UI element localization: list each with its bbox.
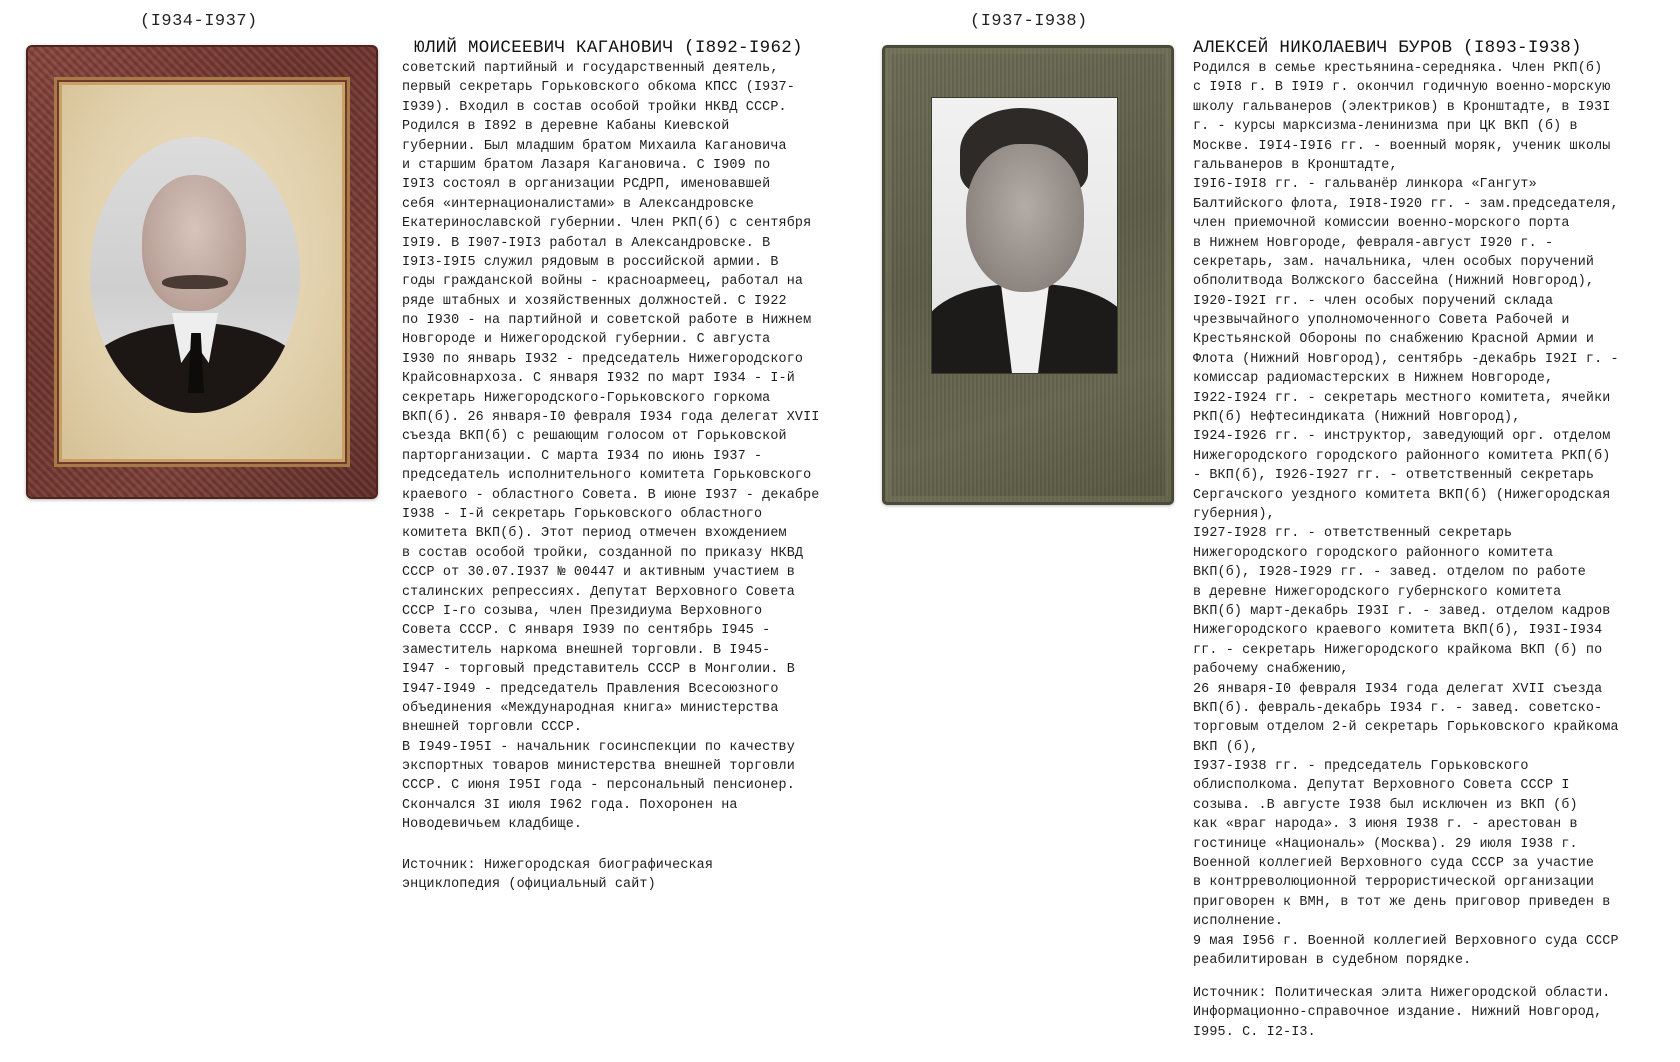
text-line: краевого - областного Совета. В июне I937 - декабре (402, 487, 820, 503)
text-line: энциклопедия (официальный сайт) (402, 877, 656, 893)
text-line: ряде штабных и хозяйственных должностей. С I922 (402, 293, 787, 309)
portrait-mustache (162, 275, 228, 289)
text-line: гг. - секретарь Нижегородского крайкома ВКП (б) по (1193, 642, 1603, 658)
text-line: 9 мая I956 г. Военной коллегией Верховного суда СССР (1193, 933, 1619, 949)
left-person-name: ЮЛИЙ МОИСЕЕВИЧ КАГАНОВИЧ (I892-I962) (414, 38, 803, 58)
right-person-name: АЛЕКСЕЙ НИКОЛАЕВИЧ БУРОВ (I893-I938) (1193, 38, 1582, 58)
text-line: созыва. .В августе I938 был исключен из ВКП (б) (1193, 797, 1578, 813)
right-portrait-frame (882, 45, 1174, 505)
text-line: Новгороде и Нижегородской губернии. С августа (402, 332, 771, 348)
text-line: гальванеров в Кронштадте, (1193, 157, 1398, 173)
text-line: ВКП (б), (1193, 739, 1259, 755)
text-line: комиссар радиомастерских в Нижнем Новгороде, (1193, 371, 1554, 387)
text-line: обполитвода Волжского бассейна (Нижний Новгород), (1193, 274, 1595, 290)
text-line: годы гражданской войны - красноармеец, работал на (402, 274, 804, 290)
text-line: торговым отделом 2-й секретарь Горьковского крайкома (1193, 720, 1619, 736)
text-line: в Нижнем Новгороде, февраля-август I920 г. - (1193, 235, 1554, 251)
left-source-citation (402, 856, 713, 895)
text-line: по I930 - на партийной и советской работе в Нижнем (402, 313, 812, 329)
text-line: СССР от 30.07.I937 № 00447 и активным участием в (402, 565, 795, 581)
text-line: губерния), (1193, 506, 1275, 522)
text-line: I939). Входил в состав особой тройки НКВД СССР. (402, 99, 787, 115)
text-line: Новодевичьем кладбище. (402, 817, 583, 833)
text-line: губернии. Был младшим братом Михаила Кагановича (402, 138, 787, 154)
text-line: ВКП(б). февраль-декабрь I934 г. - завед. советско- (1193, 700, 1603, 716)
text-line: и старшим братом Лазаря Кагановича. С I909 по (402, 157, 771, 173)
text-line: гостинице «Националь» (Москва). 29 июля I938 г. (1193, 836, 1578, 852)
text-line: I938 - I-й секретарь Горьковского областного (402, 506, 763, 522)
text-line: Скончался 3I июля I962 года. Похоронен на (402, 797, 738, 813)
text-line: Екатеринославской губернии. Член РКП(б) с сентября (402, 216, 812, 232)
text-line: исполнение. (1193, 914, 1284, 930)
text-line: заместитель наркома внешней торговли. В I945- (402, 642, 771, 658)
right-source-citation (1193, 984, 1610, 1042)
text-line: Флота (Нижний Новгород), сентябрь -декабрь I92I г. - (1193, 351, 1619, 367)
text-line: Информационно-справочное издание. Нижний Новгород, (1193, 1005, 1603, 1021)
text-line: съезда ВКП(б) с решающим голосом от Горьковской (402, 429, 787, 445)
text-line: ВКП(б) март-декабрь I93I г. - завед. отделом кадров (1193, 603, 1611, 619)
text-line: В I949-I95I - начальник госинспекции по качеству (402, 739, 795, 755)
text-line: объединения «Международная книга» министерства (402, 700, 779, 716)
text-line: внешней торговли СССР. (402, 720, 583, 736)
text-line: СССР I-го созыва, член Президиума Верховного (402, 603, 763, 619)
left-portrait-frame (26, 45, 378, 499)
text-line: I930 по январь I932 - председатель Нижегородского (402, 351, 804, 367)
text-line: I9I3 состоял в организации РСДРП, именовавшей (402, 177, 771, 193)
text-line: Москве. I9I4-I9I6 гг. - военный моряк, ученик школы (1193, 138, 1611, 154)
text-line: I995. С. I2-I3. (1193, 1024, 1316, 1040)
text-line: сталинских репрессиях. Депутат Верховного Совета (402, 584, 795, 600)
text-line: г. - курсы марксизма-ленинизма при ЦК ВКП (б) в (1193, 119, 1578, 135)
text-line: I947 - торговый представитель СССР в Монголии. В (402, 662, 795, 678)
text-line: в контрреволюционной террористической организации (1193, 875, 1595, 891)
text-line: экспортных товаров министерства внешней торговли (402, 759, 795, 775)
text-line: СССР. С июня I95I года - персональный пенсионер. (402, 778, 795, 794)
text-line: член приемочной комиссии военно-морского порта (1193, 216, 1570, 232)
left-biography (402, 59, 819, 835)
text-line: советский партийный и государственный деятель, (402, 61, 779, 76)
portrait-face (966, 144, 1084, 292)
text-line: секретарь Нижегородского-Горьковского горкома (402, 390, 771, 406)
text-line: 26 января-I0 февраля I934 года делегат XVII съезда (1193, 681, 1603, 697)
text-line: Источник: Политическая элита Нижегородской области. (1193, 986, 1611, 1001)
text-line: Нижегородского городского районного комитета РКП(б) (1193, 448, 1611, 464)
text-line: Крестьянской Обороны по снабжению Красной Армии и (1193, 332, 1595, 348)
text-line: чрезвычайного уполномоченного Совета Рабочей и (1193, 313, 1570, 329)
text-line: - ВКП(б), I926-I927 гг. - ответственный секретарь (1193, 468, 1595, 484)
text-line: I9I3-I9I5 служил рядовым в российской армии. В (402, 254, 779, 270)
text-line: РКП(б) Нефтесиндиката (Нижний Новгород), (1193, 410, 1521, 426)
text-line: Военной коллегией Верховного суда СССР за участие (1193, 856, 1595, 872)
text-line: председатель исполнительного комитета Горьковского (402, 468, 812, 484)
text-line: в деревне Нижегородского губернского комитета (1193, 584, 1562, 600)
text-line: I947-I949 - председатель Правления Всесоюзного (402, 681, 779, 697)
text-line: Источник: Нижегородская биографическая (402, 858, 714, 873)
text-line: комитета ВКП(б). Этот период отмечен вхождением (402, 526, 787, 542)
text-line: парторганизации. С марта I934 по июнь I937 - (402, 448, 763, 464)
text-line: I920-I92I гг. - член особых поручений склада (1193, 293, 1554, 309)
text-line: как «враг народа». 3 июня I938 г. - арестован в (1193, 817, 1578, 833)
text-line: ВКП(б). 26 января-I0 февраля I934 года делегат XVII (402, 410, 820, 426)
text-line: Нижегородского городского районного комитета (1193, 545, 1554, 561)
text-line: облисполкома. Депутат Верховного Совета СССР I (1193, 778, 1570, 794)
text-line: реабилитирован в судебном порядке. (1193, 952, 1472, 968)
text-line: школу гальванеров (электриков) в Кронштадте, в I93I (1193, 99, 1611, 115)
text-line: I922-I924 гг. - секретарь местного комитета, ячейки (1193, 390, 1611, 406)
left-period-label: (I934-I937) (140, 12, 258, 31)
text-line: себя «интернационалистами» в Александровске (402, 196, 754, 212)
portrait-head (142, 175, 246, 311)
text-line: в состав особой тройки, созданной по приказу НКВД (402, 545, 804, 561)
text-line: Совета СССР. С января I939 по сентябрь I945 - (402, 623, 771, 639)
text-line: рабочему снабжению, (1193, 662, 1349, 678)
text-line: I9I9. В I907-I9I3 работал в Александровске. В (402, 235, 771, 251)
text-line: I927-I928 гг. - ответственный секретарь (1193, 526, 1513, 542)
text-line: ВКП(б), I928-I929 гг. - завед. отделом по работе (1193, 565, 1586, 581)
text-line: Родился в семье крестьянина-середняка. Член РКП(б) (1193, 61, 1603, 76)
text-line: I9I6-I9I8 гг. - гальванёр линкора «Гангут» (1193, 177, 1537, 193)
text-line: Балтийского флота, I9I8-I920 гг. - зам.председателя, (1193, 196, 1619, 212)
right-biography (1193, 59, 1619, 970)
text-line: Сергачского уездного комитета ВКП(б) (Нижегородская (1193, 487, 1611, 503)
text-line: приговорен к ВМН, в тот же день приговор приведен в (1193, 894, 1611, 910)
text-line: первый секретарь Горьковского обкома КПСС (I937- (402, 80, 795, 96)
text-line: Родился в I892 в деревне Кабаны Киевской (402, 119, 730, 135)
text-line: I937-I938 гг. - председатель Горьковского (1193, 759, 1529, 775)
text-line: Нижегородского краевого комитета ВКП(б), I93I-I934 (1193, 623, 1603, 639)
right-period-label: (I937-I938) (970, 12, 1088, 31)
text-line: Крайсовнархоза. С января I932 по март I934 - I-й (402, 371, 795, 387)
text-line: с I9I8 г. В I9I9 г. окончил годичную военно-морскую (1193, 80, 1611, 96)
text-line: I924-I926 гг. - инструктор, заведующий орг. отделом (1193, 429, 1611, 445)
text-line: секретарь, зам. начальника, член особых поручений (1193, 254, 1595, 270)
right-portrait-photo (932, 98, 1117, 373)
left-portrait-photo (90, 137, 300, 413)
